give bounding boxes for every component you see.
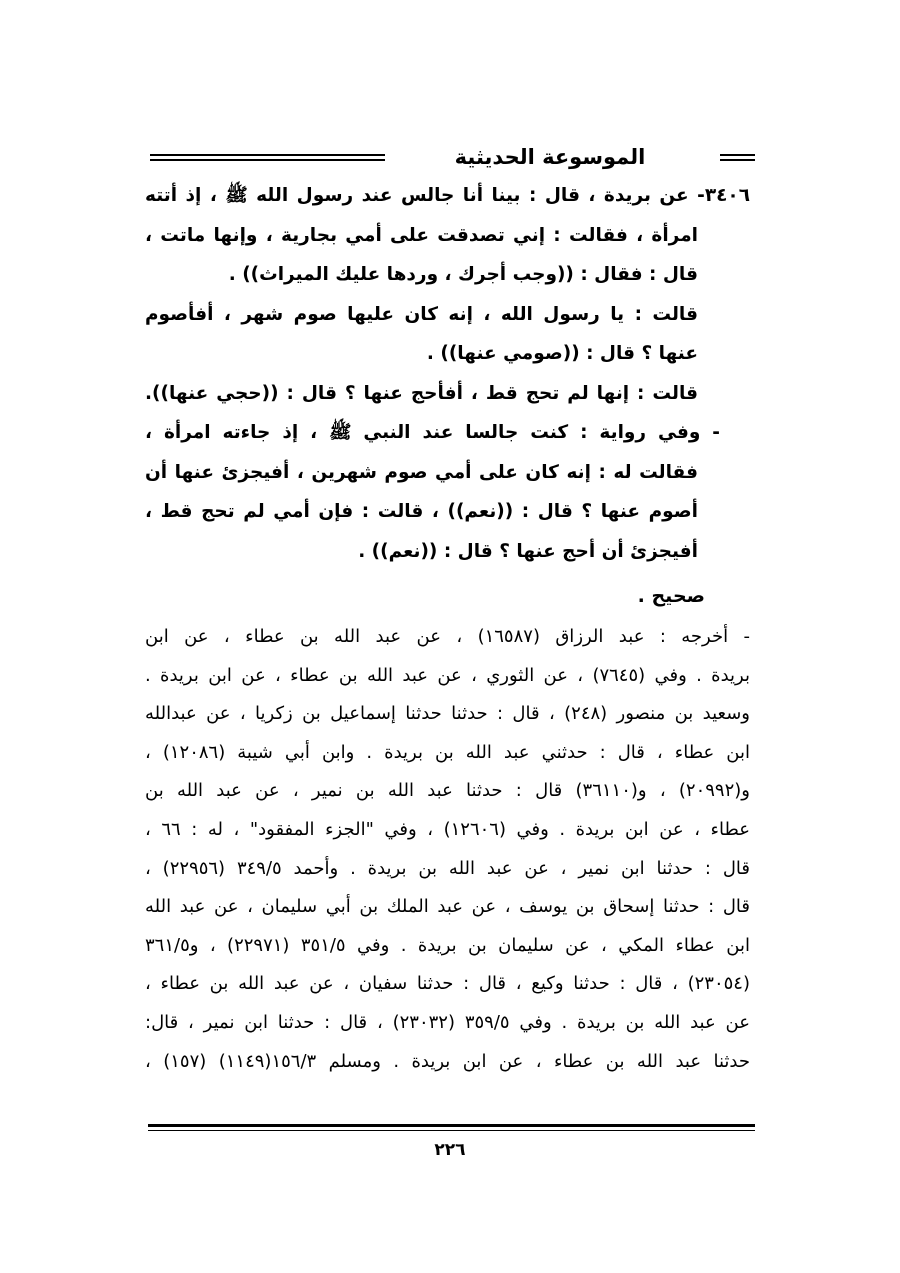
running-title: الموسوعة الحديثية xyxy=(454,145,646,169)
hadith-variant-line: أصوم عنها ؟ قال : ((نعم)) ، قالت : فإن أمي لم تحج قط ، xyxy=(145,501,698,522)
hadith-variant-line: - وفي رواية : كنت جالسا عند النبي ﷺ ، إذ جاءته امرأة ، xyxy=(145,422,720,443)
takhrij-line: قال : حدثنا ابن نمير ، عن عبد الله بن بريدة . وأحمد ٣٤٩/٥ (٢٢٩٥٦) ، xyxy=(145,857,751,879)
hadith-line: قالت : إنها لم تحج قط ، أفأحج عنها ؟ قال : ((حجي عنها)). xyxy=(145,382,698,404)
hadith-text xyxy=(145,176,750,571)
hadith-line: عنها ؟ قال : ((صومي عنها)) . xyxy=(426,343,698,364)
takhrij-line: بريدة . وفي (٧٦٤٥) ، عن الثوري ، عن عبد الله بن عطاء ، عن ابن بريدة . xyxy=(145,664,750,686)
takhrij-line: عن عبد الله بن بريدة . وفي ٣٥٩/٥ (٢٣٠٣٢) ، قال : حدثنا ابن نمير ، قال: xyxy=(145,1011,750,1033)
takhrij-line: (٢٣٠٥٤) ، قال : حدثنا وكيع ، قال : حدثنا سفيان ، عن عبد الله بن عطاء ، xyxy=(145,973,750,995)
takhrij-line: و(٢٠٩٩٢) ، و(٣٦١١٠) قال : حدثنا عبد الله بن نمير ، عن عبد الله بن xyxy=(145,780,750,802)
hadith-variant-line: أفيجزئ أن أحج عنها ؟ قال : ((نعم)) . xyxy=(358,540,698,562)
page-number: ٢٢٦ xyxy=(434,1140,466,1160)
page-header xyxy=(150,142,755,172)
takhrij-line: ابن عطاء ، قال : حدثني عبد الله بن بريدة . وابن أبي شيبة (١٢٠٨٦) ، xyxy=(145,741,750,763)
hadith-line: قالت : يا رسول الله ، إنه كان عليها صوم شهر ، أفأصوم xyxy=(145,303,698,325)
takhrij-line: عطاء ، عن ابن بريدة . وفي (١٢٦٠٦) ، وفي "الجزء المفقود" ، له : ٦٦ ، xyxy=(145,818,750,840)
hadith-line: قال : فقال : ((وجب أجرك ، وردها عليك الميراث)) . xyxy=(228,264,698,285)
hadith-grade: صحيح . xyxy=(637,585,705,607)
takhrij-line: - أخرجه : عبد الرزاق (١٦٥٨٧) ، عن عبد الله بن عطاء ، عن ابن xyxy=(145,626,750,647)
footer-rule xyxy=(148,1124,755,1129)
hadith-variant-line: فقالت له : إنه كان على أمي صوم شهرين ، أفيجزئ عنها أن xyxy=(145,461,698,483)
takhrij-line: قال : حدثنا إسحاق بن يوسف ، عن عبد الملك بن أبي سليمان ، عن عبد الله xyxy=(145,896,750,918)
hadith-line: امرأة ، فقالت : إني تصدقت على أمي بجارية ، وإنها ماتت ، xyxy=(145,224,698,246)
header-rule-left xyxy=(150,154,385,162)
header-rule-right xyxy=(720,154,755,162)
takhrij-line: حدثنا عبد الله بن عطاء ، عن ابن بريدة . ومسلم ١٥٦/٣(١١٤٩) (١٥٧) ، xyxy=(145,1050,750,1072)
hadith-line: ٣٤٠٦- عن بريدة ، قال : بينا أنا جالس عند رسول الله ﷺ ، إذ أتته xyxy=(145,185,750,206)
takhrij-line: وسعيد بن منصور (٢٤٨) ، قال : حدثنا حدثنا إسماعيل بن زكريا ، عن عبدالله xyxy=(145,703,750,725)
takhrij-text xyxy=(145,618,750,1081)
takhrij-line: ابن عطاء المكي ، عن سليمان بن بريدة . وفي ٣٥١/٥ (٢٢٩٧١) ، و٣٦١/٥ xyxy=(145,934,751,956)
